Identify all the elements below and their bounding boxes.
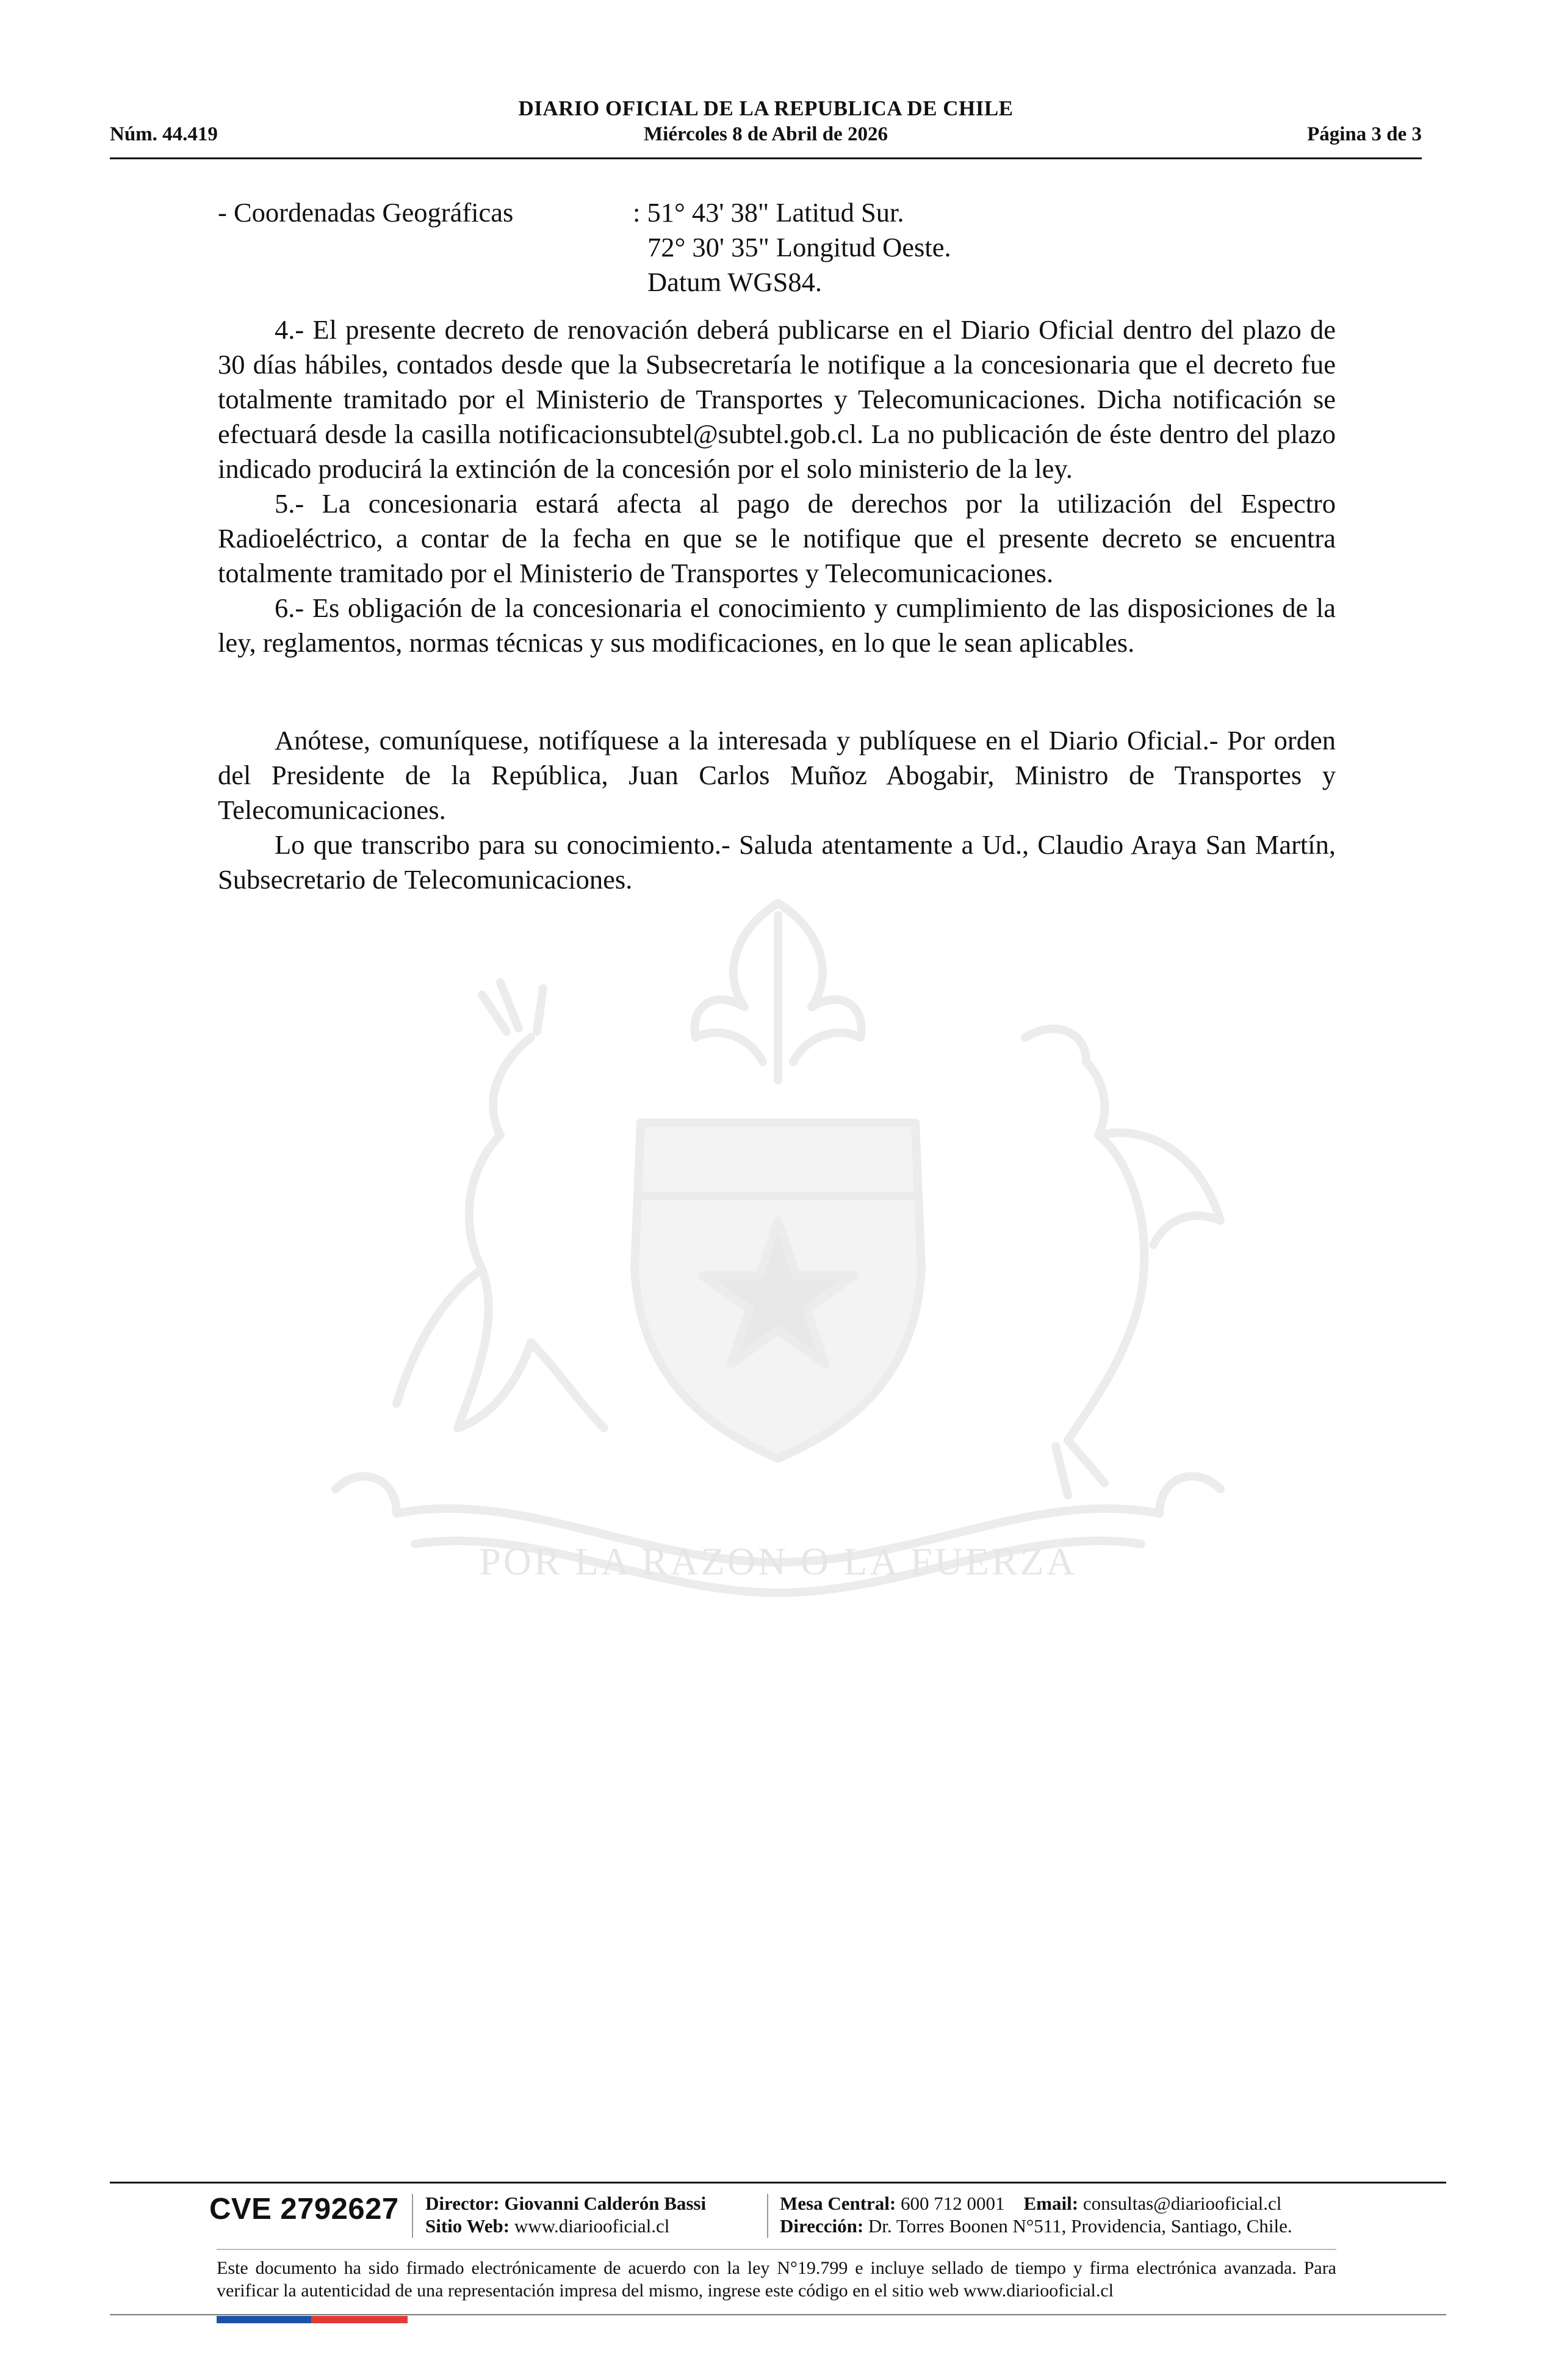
email-link[interactable]: consultas@diariooficial.cl bbox=[1082, 2193, 1282, 2214]
director-name: Giovanni Calderón Bassi bbox=[504, 2193, 707, 2214]
closing-block bbox=[218, 723, 1336, 897]
header-divider bbox=[110, 157, 1422, 159]
latitude: : 51° 43' 38" Latitud Sur. bbox=[633, 197, 904, 228]
longitude: 72° 30' 35" Longitud Oeste. bbox=[647, 232, 951, 262]
director-label: Director: bbox=[425, 2193, 500, 2214]
article-6: 6.- Es obligación de la concesionaria el conocimiento y cumplimiento de las disposiciones de la ley, reglamentos, normas técnicas y sus modificaciones, en lo que le sean aplicables. bbox=[218, 593, 1336, 658]
coordinates-values bbox=[633, 195, 951, 300]
footer-director-block bbox=[425, 2192, 706, 2237]
web-label: Sitio Web: bbox=[425, 2215, 510, 2237]
article-4: 4.- El presente decreto de renovación deberá publicarse en el Diario Oficial dentro del plazo de 30 días hábiles, contados desde que la Subsecretaría le notifique a la concesionaria que el decreto fue totalmente tramitado por el Ministerio de Transportes y Telecomunicaciones. Dicha notificación se efectuará desde la casilla notificacionsubtel@subtel.gob.cl. La no publicación de éste dentro del plazo indicado producirá la extinción de la concesión por el solo ministerio de la ley. bbox=[218, 314, 1336, 484]
issue-date: Miércoles 8 de Abril de 2026 bbox=[644, 123, 888, 145]
footer-bottom-rule bbox=[110, 2314, 1446, 2315]
mesa-label: Mesa Central: bbox=[780, 2193, 896, 2214]
page-number: Página 3 de 3 bbox=[1307, 123, 1422, 145]
issue-number: Núm. 44.419 bbox=[110, 123, 218, 145]
coordinates-label: - Coordenadas Geográficas bbox=[218, 197, 514, 228]
mesa-phone: 600 712 0001 bbox=[901, 2193, 1005, 2214]
footer-contact-block bbox=[780, 2192, 1292, 2237]
watermark-motto: POR LA RAZON O LA FUERZA bbox=[479, 1540, 1077, 1583]
signature-paragraph: Lo que transcribo para su conocimiento.- Saluda atentamente a Ud., Claudio Araya San Martín, Subsecretario de Telecomunicaciones. bbox=[218, 829, 1336, 895]
website-link[interactable]: www.diariooficial.cl bbox=[514, 2215, 670, 2237]
article-5: 5.- La concesionaria estará afecta al pago de derechos por la utilización del Espectro Radioeléctrico, a contar de la fecha en que se le notifique que el presente decreto se encuentra totalmente tramitado por el Ministerio de Transportes y Telecomunicaciones. bbox=[218, 488, 1336, 588]
email-label: Email: bbox=[1023, 2193, 1079, 2214]
coordinates-block bbox=[218, 195, 1336, 302]
coat-of-arms-icon bbox=[214, 879, 1342, 1672]
flag-stripe-blue bbox=[217, 2316, 311, 2323]
footer-separator bbox=[767, 2194, 768, 2238]
footer-inner-divider bbox=[217, 2249, 1336, 2250]
gazette-title: DIARIO OFICIAL DE LA REPUBLICA DE CHILE bbox=[518, 96, 1014, 120]
address-value: Dr. Torres Boonen N°511, Providencia, Santiago, Chile. bbox=[868, 2215, 1292, 2237]
closing-paragraph: Anótese, comuníquese, notifíquese a la interesada y publíquese en el Diario Oficial.- Por orden del Presidente de la República, Juan Carlos Muñoz Abogabir, Ministro de Transportes y Telecomunicaciones. bbox=[218, 725, 1336, 825]
page-header bbox=[110, 96, 1422, 164]
address-label: Dirección: bbox=[780, 2215, 864, 2237]
flag-stripe-red bbox=[311, 2316, 408, 2323]
footer-divider bbox=[110, 2182, 1446, 2183]
decree-articles bbox=[218, 312, 1336, 660]
electronic-signature-note: Este documento ha sido firmado electrónicamente de acuerdo con la ley N°19.799 e incluye sellado de tiempo y firma electrónica avanzada. Para verificar la autenticidad de una representación impresa del mismo, ingrese este código en el sitio web www.diariooficial.cl bbox=[217, 2258, 1336, 2301]
footer-separator bbox=[412, 2194, 413, 2238]
cve-code: CVE 2792627 bbox=[209, 2193, 399, 2226]
datum: Datum WGS84. bbox=[647, 267, 822, 297]
